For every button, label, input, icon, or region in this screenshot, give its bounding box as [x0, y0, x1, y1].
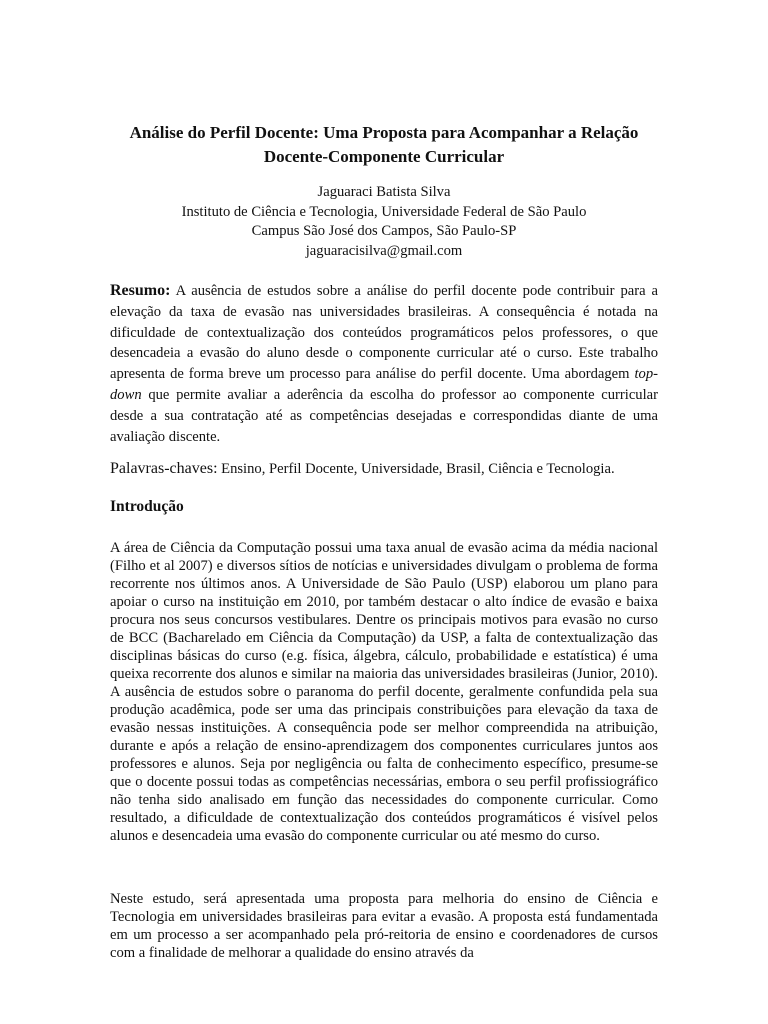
author-affiliation: Instituto de Ciência e Tecnologia, Universidade Federal de São Paulo: [181, 203, 587, 220]
section-heading-introduction: Introdução: [110, 498, 184, 515]
title-line-1: Análise do Perfil Docente: Uma Proposta para Acompanhar a Relação: [129, 123, 639, 142]
abstract: [110, 281, 658, 447]
author-email: jaguaracisilva@gmail.com: [305, 242, 463, 259]
keywords-label: Palavras-chaves:: [110, 460, 218, 477]
abstract-text-1: A ausência de estudos sobre a análise do perfil docente pode contribuir para a elevação da taxa de evasão nas universidades brasileiras. A consequência é notada na dificuldade de contextualização dos conteúdos programáticos pelos professores, o que desencadeia a evasão do aluno desde o componente curricular até o curso. Este trabalho apresenta de forma breve um processo para análise do perfil docente. Uma abordagem: [110, 283, 658, 383]
author-campus: Campus São José dos Campos, São Paulo-SP: [251, 223, 517, 239]
abstract-label: Resumo:: [110, 282, 171, 299]
keywords: [110, 458, 670, 480]
intro-paragraph-2: Neste estudo, será apresentada uma proposta para melhoria do ensino de Ciência e Tecnologia em universidades brasileiras para evitar a evasão. A proposta está fundamentada em um processo a ser acompanhado pela pró-reitoria de ensino e coordenadores de cursos com a finalidade de melhorar a qualidade do ensino através da: [110, 891, 658, 961]
intro-paragraph-1: A área de Ciência da Computação possui uma taxa anual de evasão acima da média nacional (Filho et al 2007) e diversos sítios de notícias e universidades divulgam o problema de forma recorrente nos últimos anos. A Universidade de São Paulo (USP) elaborou um plano para apoiar o curso na instituição em 2010, por também destacar o alto índice de evasão e baixa procura nos seus concursos vestibulares. Dentre os principais motivos para evasão no curso de BCC (Bacharelado em Ciência da Computação) da USP, a falta de contextualização das disciplinas básicas do curso (e.g. física, álgebra, cálculo, probabilidade e estatística) é uma queixa recorrente dos alunos e similar na maioria das universidades brasileiras (Junior, 2010). A ausência de estudos sobre o paranoma do perfil docente, geralmente confundida pela sua produção acadêmica, pode ser uma das principais constribuições para elevação da taxa de evasão nessas instituições. A consequência pode ser melhor compreendida na atribuição, durante e após a relação de ensino-aprendizagem dos componentes curriculares juntos aos professores e alunos. Seja por negligência ou falta de conhecimento específico, presume-se que o docente possui todas as competências necessárias, embora o seu perfil profissiográfico não tenha sido analisado em função das necessidades do componente curricular. Como resultado, a dificuldade de contextualização dos conteúdos programáticos é visível pelos alunos e desencadeia uma evasão do componente curricular ou até mesmo do curso.: [110, 540, 658, 844]
abstract-italic-term: top-down: [110, 366, 658, 403]
author-block: [60, 183, 708, 261]
paper-title: [60, 121, 708, 169]
title-line-2: Docente-Componente Curricular: [263, 147, 505, 166]
abstract-text-2: que permite avaliar a aderência da escolha do professor ao componente curricular desde a sua contratação até as competências desejadas e correspondidas diante de uma avaliação discente.: [110, 386, 658, 445]
keywords-text: Ensino, Perfil Docente, Universidade, Brasil, Ciência e Tecnologia.: [217, 461, 615, 477]
author-name: Jaguaraci Batista Silva: [317, 184, 451, 200]
